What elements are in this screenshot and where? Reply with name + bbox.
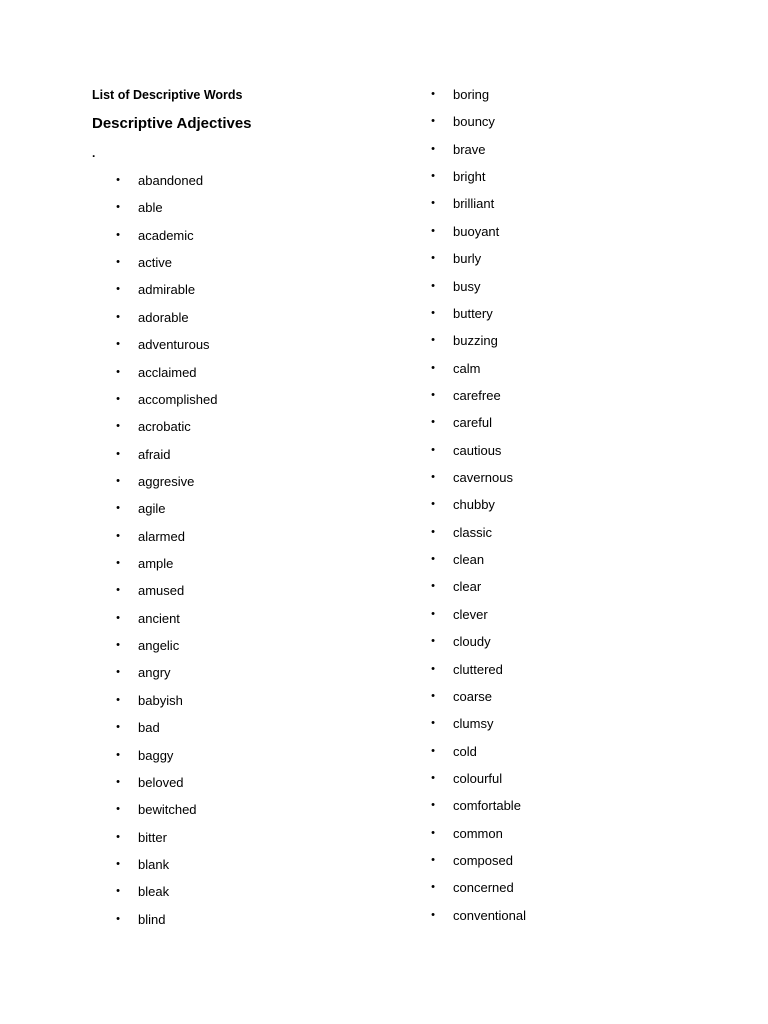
word-text: cold — [453, 743, 477, 759]
section-heading: Descriptive Adjectives — [92, 115, 252, 132]
bullet-icon: • — [431, 717, 435, 730]
bullet-icon: • — [116, 885, 120, 898]
word-text: bewitched — [138, 802, 197, 818]
bullet-icon: • — [116, 502, 120, 515]
bullet-icon: • — [431, 471, 435, 484]
bullet-icon: • — [431, 854, 435, 867]
word-text: chubby — [453, 497, 495, 513]
bullet-icon: • — [431, 115, 435, 128]
bullet-icon: • — [116, 474, 120, 487]
bullet-icon: • — [116, 748, 120, 761]
word-text: agile — [138, 501, 166, 517]
bullet-icon: • — [431, 88, 435, 100]
bullet-icon: • — [431, 744, 435, 757]
bullet-icon: • — [431, 443, 435, 456]
bullet-icon: • — [431, 142, 435, 155]
bullet-icon: • — [116, 201, 120, 214]
word-text: colourful — [453, 770, 503, 786]
word-text: blind — [138, 911, 166, 927]
word-text: acrobatic — [138, 419, 191, 435]
bullet-icon: • — [431, 279, 435, 292]
word-text: buzzing — [453, 333, 498, 349]
word-text: burly — [453, 251, 482, 267]
bullet-icon: • — [431, 580, 435, 593]
bullet-icon: • — [431, 908, 435, 921]
bullet-icon: • — [116, 392, 120, 405]
bullet-icon: • — [431, 553, 435, 566]
word-text: bleak — [138, 884, 170, 900]
word-text: active — [138, 255, 172, 271]
word-text: angelic — [138, 638, 180, 654]
word-text: composed — [453, 853, 513, 869]
bullet-icon: • — [116, 693, 120, 706]
word-text: ancient — [138, 610, 180, 626]
word-text: comfortable — [453, 798, 521, 814]
word-text: buttery — [453, 305, 493, 321]
word-text: cavernous — [453, 470, 513, 486]
word-text: clumsy — [453, 716, 494, 732]
word-text: beloved — [138, 774, 184, 790]
word-text: admirable — [138, 282, 196, 298]
word-text: amused — [138, 583, 185, 599]
bullet-icon: • — [431, 224, 435, 237]
bullet-icon: • — [116, 256, 120, 269]
word-text: cautious — [453, 442, 502, 458]
word-text: buoyant — [453, 223, 500, 239]
word-text: calm — [453, 360, 481, 376]
bullet-icon: • — [431, 881, 435, 894]
document-title: List of Descriptive Words — [92, 88, 243, 102]
bullet-icon: • — [431, 662, 435, 675]
bullet-icon: • — [116, 529, 120, 542]
bullet-icon: • — [116, 338, 120, 351]
bullet-icon: • — [116, 611, 120, 624]
word-text: clear — [453, 579, 482, 595]
bullet-icon: • — [431, 388, 435, 401]
bullet-icon: • — [116, 228, 120, 241]
word-text: busy — [453, 278, 481, 294]
word-text: clean — [453, 552, 485, 568]
bullet-icon: • — [431, 170, 435, 183]
bullet-icon: • — [431, 607, 435, 620]
word-text: cluttered — [453, 661, 503, 677]
word-text: afraid — [138, 446, 171, 462]
bullet-icon: • — [116, 447, 120, 460]
word-text: angry — [138, 665, 171, 681]
word-text: baggy — [138, 747, 174, 763]
bullet-icon: • — [431, 334, 435, 347]
word-text: ample — [138, 556, 174, 572]
bullet-icon: • — [431, 361, 435, 374]
bullet-icon: • — [431, 525, 435, 538]
word-text: cloudy — [453, 634, 491, 650]
word-text: bright — [453, 169, 486, 185]
bullet-icon: • — [431, 826, 435, 839]
bullet-icon: • — [116, 283, 120, 296]
word-text: blank — [138, 856, 170, 872]
word-text: bouncy — [453, 114, 495, 130]
stray-mark: . — [92, 146, 96, 160]
word-text: acclaimed — [138, 364, 197, 380]
bullet-icon: • — [116, 721, 120, 734]
bullet-icon: • — [431, 252, 435, 265]
bullet-icon: • — [116, 557, 120, 570]
word-text: adorable — [138, 309, 189, 325]
word-text: abandoned — [138, 173, 204, 188]
word-text: accomplished — [138, 391, 218, 407]
word-text: common — [453, 825, 503, 841]
word-text: brilliant — [453, 196, 495, 212]
word-text: classic — [453, 524, 493, 540]
bullet-icon: • — [116, 803, 120, 816]
bullet-icon: • — [116, 912, 120, 925]
word-text: concerned — [453, 880, 514, 896]
bullet-icon: • — [431, 197, 435, 210]
word-text: bitter — [138, 829, 167, 845]
bullet-icon: • — [116, 639, 120, 652]
word-text: babyish — [138, 692, 183, 708]
bullet-icon: • — [431, 306, 435, 319]
bullet-icon: • — [116, 420, 120, 433]
word-text: adventurous — [138, 337, 210, 353]
bullet-icon: • — [116, 830, 120, 843]
bullet-icon: • — [116, 775, 120, 788]
bullet-icon: • — [431, 498, 435, 511]
word-text: bad — [138, 720, 160, 736]
bullet-icon: • — [116, 310, 120, 323]
bullet-icon: • — [431, 635, 435, 648]
word-text: aggresive — [138, 473, 195, 489]
word-text: coarse — [453, 688, 493, 704]
bullet-icon: • — [431, 416, 435, 429]
bullet-icon: • — [116, 365, 120, 378]
word-text: academic — [138, 227, 194, 243]
bullet-icon: • — [431, 799, 435, 812]
word-text: conventional — [453, 907, 526, 923]
bullet-icon: • — [116, 857, 120, 870]
word-text: alarmed — [138, 528, 185, 544]
bullet-icon: • — [116, 174, 120, 186]
word-text: boring — [453, 87, 490, 102]
word-text: able — [138, 200, 163, 216]
word-text: careful — [453, 415, 493, 431]
bullet-icon: • — [431, 771, 435, 784]
word-text: clever — [453, 606, 488, 622]
word-text: brave — [453, 141, 486, 157]
word-text: carefree — [453, 387, 501, 403]
bullet-icon: • — [431, 689, 435, 702]
bullet-icon: • — [116, 666, 120, 679]
bullet-icon: • — [116, 584, 120, 597]
